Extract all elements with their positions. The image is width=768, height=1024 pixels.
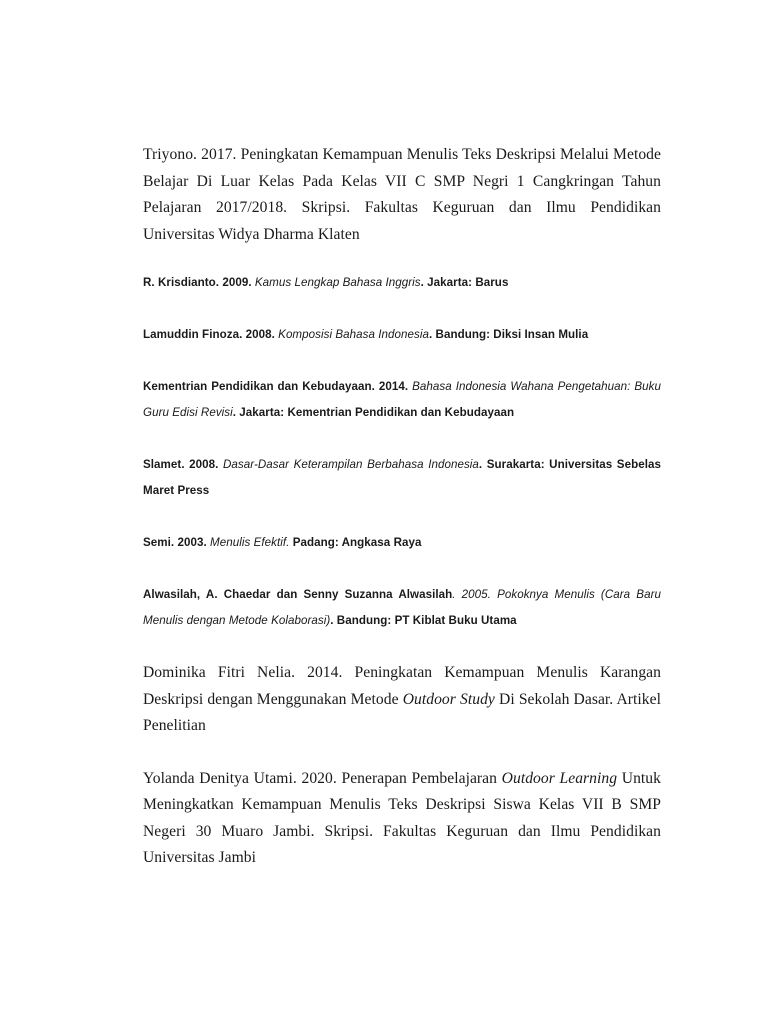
reference-item — [143, 766, 661, 872]
reference-item — [143, 322, 661, 348]
reference-title-italic: Komposisi Bahasa Indonesia — [278, 328, 429, 341]
reference-title-italic: Bahasa Indonesia Wahana Pengetahuan: Buku Guru Edisi Revisi — [143, 380, 661, 419]
reference-title-italic: . 2005. Pokoknya Menulis (Cara Baru Menulis dengan Metode Kolaborasi) — [143, 588, 661, 627]
reference-item — [143, 582, 661, 634]
reference-title: Peningkatan Kemampuan Menulis Teks Deskripsi Melalui Metode Belajar Di Luar Kelas Pada Kelas VII C SMP Negri 1 Cangkringan Tahun Pelajaran 2017/2018. Skripsi. Fakultas Keguruan dan Ilmu Pendidikan Universitas Widya Dharma Klaten — [143, 146, 661, 243]
reference-title-italic: Dasar-Dasar Keterampilan Berbahasa Indonesia — [223, 458, 479, 471]
reference-publisher: . Surakarta: Universitas Sebelas Maret Press — [143, 458, 661, 497]
reference-title-italic: Kamus Lengkap Bahasa Inggris — [254, 276, 421, 289]
reference-author-year: Kementrian Pendidikan dan Kebudayaan. 2014. — [143, 380, 413, 393]
reference-item — [143, 660, 661, 740]
reference-publisher: . Jakarta: Kementrian Pendidikan dan Kebudayaan — [232, 406, 515, 419]
reference-item — [143, 142, 661, 248]
reference-publisher: Untuk Meningkatkan Kemampuan Menulis Teks Deskripsi Siswa Kelas VII B SMP Negeri 30 Muaro Jambi. Skripsi. Fakultas Keguruan dan Ilmu Pendidikan Universitas Jambi — [143, 769, 662, 866]
reference-publisher: . Bandung: PT Kiblat Buku Utama — [330, 614, 517, 627]
reference-publisher: Padang: Angkasa Raya — [289, 536, 422, 549]
reference-item — [143, 374, 661, 426]
reference-list — [143, 142, 661, 872]
reference-author-year: Dominika Fitri Nelia. 2014. Peningkatan Kemampuan Menulis Karangan Deskripsi dengan Menggunakan Metode — [143, 664, 661, 708]
reference-title-italic: Outdoor Study — [402, 690, 495, 708]
reference-item — [143, 530, 661, 556]
reference-author-year: Slamet. 2008. — [143, 458, 223, 471]
reference-author-year: Yolanda Denitya Utami. 2020. Penerapan Pembelajaran — [143, 769, 502, 787]
reference-author-year: Triyono. 2017. — [143, 146, 241, 163]
reference-item — [143, 270, 661, 296]
reference-publisher: . Bandung: Diksi Insan Mulia — [428, 328, 589, 341]
reference-item — [143, 452, 661, 504]
reference-author-year: Lamuddin Finoza. 2008. — [143, 328, 279, 341]
reference-author-year: Alwasilah, A. Chaedar dan Senny Suzanna Alwasilah — [143, 588, 453, 601]
reference-author-year: Semi. 2003. — [143, 536, 210, 549]
reference-title-italic: Outdoor Learning — [501, 769, 618, 787]
reference-publisher: Di Sekolah Dasar. Artikel Penelitian — [143, 690, 662, 734]
reference-title-italic: Menulis Efektif. — [210, 536, 290, 549]
reference-publisher: . Jakarta: Barus — [420, 276, 509, 289]
reference-author-year: R. Krisdianto. 2009. — [143, 276, 255, 289]
